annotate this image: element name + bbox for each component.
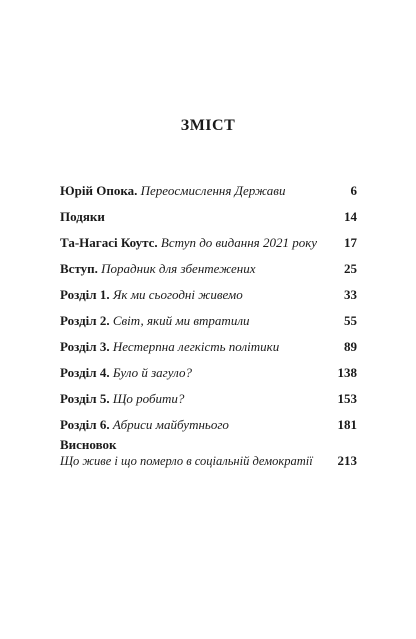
entry-title: Порадник для збентежених <box>101 261 256 276</box>
toc-entry: Та-Нагасі Коутс. Вступ до видання 2021 року 17 <box>60 235 357 250</box>
toc-entry <box>60 437 357 469</box>
entry-author: Подяки <box>60 209 105 224</box>
entry-author: Юрій Опока <box>60 183 135 198</box>
entry-author: Та-Нагасі Коутс <box>60 235 155 250</box>
entry-page-number: 33 <box>344 287 357 302</box>
entry-author: Розділ 4 <box>60 365 107 380</box>
toc-entry: Вступ. Порадник для збентежених 25 <box>60 261 357 276</box>
toc-entry: Розділ 6. Абриси майбутнього 181 <box>60 417 357 432</box>
entry-page-number: 6 <box>350 183 357 198</box>
entry-title: Нестерпна легкість політики <box>112 339 280 354</box>
toc-entry: Розділ 3. Нестерпна легкість політики 89 <box>60 339 357 354</box>
entry-title: Світ, який ми втратили <box>112 313 250 328</box>
entry-page-number: 17 <box>344 235 357 250</box>
entry-page-number: 213 <box>337 453 357 468</box>
entry-title: Що робити? <box>112 391 185 406</box>
toc-entry: Розділ 2. Світ, який ми втратили 55 <box>60 313 357 328</box>
entry-title: Як ми сьогодні живемо <box>112 287 243 302</box>
toc-entry <box>60 209 357 225</box>
entry-author: Висновок <box>60 437 117 452</box>
entry-page-number: 14 <box>344 209 357 224</box>
toc-entry: Розділ 4. Було й загуло? 138 <box>60 365 357 380</box>
toc-entry: Розділ 1. Як ми сьогодні живемо 33 <box>60 287 357 302</box>
toc-heading: ЗМІСТ <box>180 117 236 134</box>
entry-title: Переосмислення Держави <box>140 183 286 198</box>
entry-page-number: 89 <box>344 339 357 354</box>
entry-title: Що живе і що померло в соціальній демократії <box>60 454 313 468</box>
entry-page-number: 55 <box>344 313 357 328</box>
entry-page-number: 181 <box>337 417 357 432</box>
entry-author: Розділ 1 <box>60 287 107 302</box>
toc-entry: Юрій Опока. Переосмислення Держави 6 <box>60 183 357 198</box>
entry-author: Розділ 5 <box>60 391 107 406</box>
entry-author: Вступ <box>60 261 95 276</box>
entry-author: Розділ 3 <box>60 339 107 354</box>
entry-page-number: 153 <box>337 391 357 406</box>
entry-author: Розділ 2 <box>60 313 107 328</box>
entry-title: Було й загуло? <box>112 365 192 380</box>
entry-title: Вступ до видання 2021 року <box>160 235 318 250</box>
entry-page-number: 25 <box>344 261 357 276</box>
entry-page-number: 138 <box>337 365 357 380</box>
entry-title: Абриси майбутнього <box>112 417 229 432</box>
toc-entry: Розділ 5. Що робити? 153 <box>60 391 357 406</box>
entry-author: Розділ 6 <box>60 417 107 432</box>
